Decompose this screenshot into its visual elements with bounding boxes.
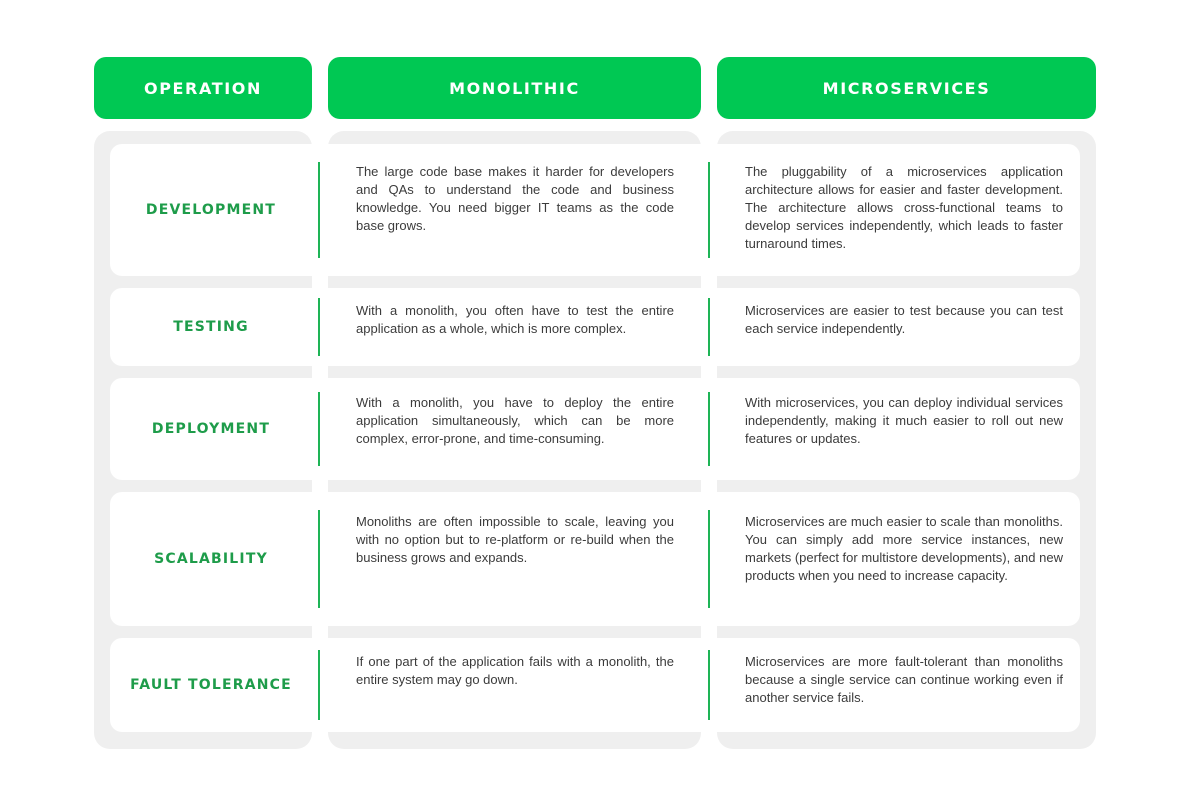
- table-row-testing: [110, 288, 1080, 366]
- table-row-development: [110, 144, 1080, 276]
- row-label: DEVELOPMENT: [145, 202, 277, 218]
- divider-line: [318, 510, 320, 608]
- monolithic-cell: If one part of the application fails with a monolith, the entire system may go down.: [356, 654, 674, 687]
- row-label: SCALABILITY: [154, 551, 268, 567]
- monolithic-cell: With a monolith, you have to deploy the entire application simultaneously, which can be more complex, error-prone, and time-consuming.: [356, 395, 674, 446]
- header-microservices: MICROSERVICES: [717, 57, 1096, 119]
- microservices-cell: Microservices are easier to test because you can test each service independently.: [745, 303, 1063, 336]
- header-monolithic: MONOLITHIC: [328, 57, 701, 119]
- divider-line: [318, 298, 320, 356]
- row-label: DEPLOYMENT: [151, 421, 271, 437]
- table-row-deployment: [110, 378, 1080, 480]
- divider-line: [708, 298, 710, 356]
- divider-line: [708, 162, 710, 258]
- table-row-fault-tolerance: [110, 638, 1080, 732]
- microservices-cell: The pluggability of a microservices application architecture allows for easier and faster development. The architecture allows cross-functional teams to develop services independently, which leads to faster turnaround times.: [745, 164, 1063, 251]
- monolithic-cell: Monoliths are often impossible to scale, leaving you with no option but to re-platform or re-build when the business grows and expands.: [356, 514, 674, 565]
- row-label: TESTING: [173, 319, 249, 335]
- divider-line: [708, 392, 710, 466]
- row-label: FAULT TOLERANCE: [130, 677, 292, 693]
- divider-line: [318, 162, 320, 258]
- header-operation: OPERATION: [94, 57, 312, 119]
- table-row-scalability: [110, 492, 1080, 626]
- monolithic-cell: The large code base makes it harder for developers and QAs to understand the code and business knowledge. You need bigger IT teams as the code base grows.: [356, 164, 674, 233]
- microservices-cell: Microservices are more fault-tolerant than monoliths because a single service can continue working even if another service fails.: [745, 654, 1063, 705]
- microservices-cell: Microservices are much easier to scale than monoliths. You can simply add more service instances, new markets (perfect for multistore developments), and new products when you need to increase capacity.: [745, 514, 1063, 583]
- divider-line: [318, 650, 320, 720]
- monolithic-cell: With a monolith, you often have to test the entire application as a whole, which is more complex.: [356, 303, 674, 336]
- divider-line: [708, 510, 710, 608]
- microservices-cell: With microservices, you can deploy individual services independently, making it much easier to roll out new features or updates.: [745, 395, 1063, 446]
- divider-line: [318, 392, 320, 466]
- divider-line: [708, 650, 710, 720]
